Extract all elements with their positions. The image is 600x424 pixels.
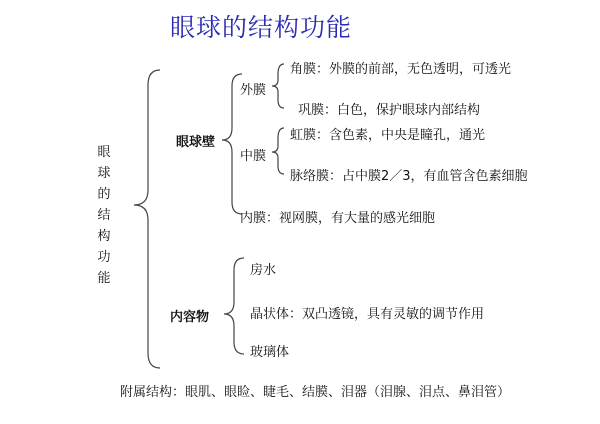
- cornea-text: 角膜：外膜的前部，无色透明，可透光: [290, 62, 512, 77]
- page-title: 眼球的结构功能: [170, 13, 353, 42]
- outer-bracket: [272, 64, 284, 108]
- choroid-text: 脉络膜：占中膜2／3，有血管含色素细胞: [290, 169, 528, 184]
- iris-text: 虹膜：含色素，中央是瞳孔，通光: [290, 128, 486, 143]
- middle-membrane-label: 中膜: [240, 149, 267, 164]
- eyeball-wall-label: 眼球壁: [176, 135, 216, 150]
- wall-bracket: [222, 74, 242, 214]
- middle-bracket: [272, 128, 284, 174]
- aqueous-humor-text: 房水: [250, 263, 277, 278]
- contents-label: 内容物: [170, 310, 210, 325]
- sclera-text: 巩膜：白色，保护眼球内部结构: [298, 103, 481, 118]
- main-bracket: [134, 70, 160, 368]
- outer-membrane-label: 外膜: [240, 83, 267, 98]
- vitreous-body-text: 玻璃体: [250, 345, 290, 360]
- lens-text: 晶状体：双凸透镜，具有灵敏的调节作用: [250, 307, 485, 322]
- contents-bracket: [224, 258, 244, 354]
- accessory-structures-text: 附属结构：眼肌、眼睑、睫毛、结膜、泪器（泪腺、泪点、鼻泪管）: [120, 385, 511, 400]
- inner-membrane-text: 内膜：视网膜，有大量的感光细胞: [240, 211, 436, 226]
- root-label: 眼球的结构功能: [97, 145, 111, 286]
